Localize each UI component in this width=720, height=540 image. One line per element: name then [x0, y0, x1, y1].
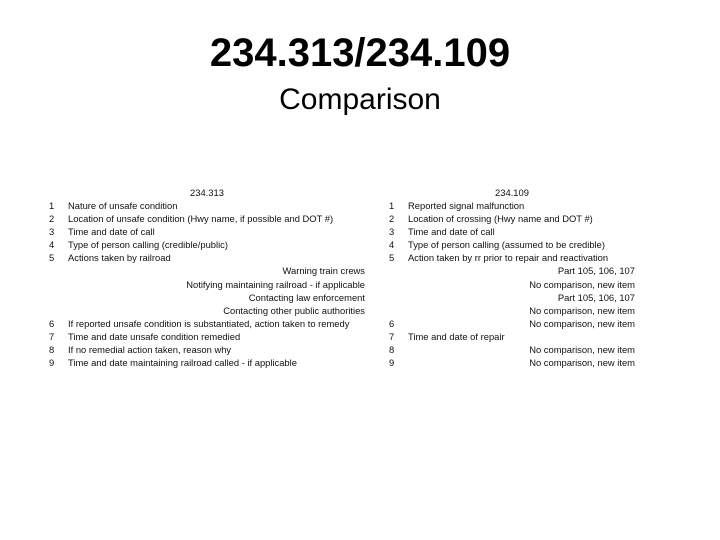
- row-number: 5: [389, 252, 395, 264]
- table-row: [389, 212, 635, 225]
- row-number: 9: [389, 357, 395, 369]
- row-number: 1: [389, 200, 395, 211]
- table-row: [49, 330, 365, 343]
- comparison-table-234-109: [389, 186, 635, 369]
- row-note: No comparison, new item: [529, 317, 635, 329]
- row-number: 4: [389, 239, 395, 251]
- row-number: 2: [49, 213, 55, 225]
- row-text: Action taken by rr prior to repair and reactivation: [408, 252, 609, 264]
- row-text: Time and date maintaining railroad called - if applicable: [68, 357, 297, 369]
- table-row: [49, 264, 365, 277]
- row-number: 3: [49, 226, 55, 238]
- row-note: Contacting other public authorities: [223, 304, 365, 316]
- row-text: Time and date of call: [68, 226, 155, 238]
- row-text: Type of person calling (credible/public): [68, 239, 228, 251]
- row-text: Location of unsafe condition (Hwy name, if possible and DOT #): [68, 213, 334, 225]
- table-row: [389, 356, 635, 369]
- row-note: No comparison, new item: [529, 357, 635, 369]
- row-text: Location of crossing (Hwy name and DOT #): [408, 213, 593, 225]
- row-text: Type of person calling (assumed to be credible): [408, 239, 605, 251]
- table-row: [49, 291, 365, 304]
- table-header: 234.313: [190, 187, 224, 198]
- table-row: [389, 330, 635, 343]
- row-note: Warning train crews: [282, 265, 365, 277]
- row-text: If reported unsafe condition is substantiated, action taken to remedy: [68, 317, 350, 329]
- table-row: [49, 304, 365, 317]
- row-note: Notifying maintaining railroad - if applicable: [186, 278, 365, 290]
- table-rows: [49, 199, 365, 369]
- row-text: Reported signal malfunction: [408, 200, 525, 211]
- row-number: 2: [389, 213, 395, 225]
- row-text: Time and date of repair: [408, 330, 505, 342]
- slide-title: 234.313/234.109: [209, 31, 511, 75]
- row-note: No comparison, new item: [529, 304, 635, 316]
- table-row: [389, 264, 635, 277]
- row-note: Part 105, 106, 107: [557, 265, 635, 277]
- row-number: 7: [49, 330, 55, 342]
- row-number: 5: [49, 252, 55, 264]
- row-note: No comparison, new item: [529, 278, 635, 290]
- table-row: [49, 317, 365, 330]
- row-note: No comparison, new item: [529, 344, 635, 356]
- table-row: [389, 317, 635, 330]
- table-row: [389, 291, 635, 304]
- table-row: [389, 304, 635, 317]
- table-row: [49, 343, 365, 356]
- row-number: 9: [49, 357, 55, 369]
- comparison-table-234-313: [49, 186, 365, 369]
- row-number: 4: [49, 239, 55, 251]
- row-note: Contacting law enforcement: [248, 291, 365, 303]
- table-row: [389, 199, 635, 212]
- table-row: [49, 251, 365, 264]
- row-text: Nature of unsafe condition: [68, 200, 178, 211]
- row-text: If no remedial action taken, reason why: [68, 344, 232, 356]
- table-row: [49, 212, 365, 225]
- table-row: [389, 278, 635, 291]
- table-header: 234.109: [495, 187, 529, 198]
- table-row: [49, 225, 365, 238]
- table-row: [49, 356, 365, 369]
- row-text: Actions taken by railroad: [68, 252, 171, 264]
- table-row: [389, 238, 635, 251]
- row-number: 8: [389, 344, 395, 356]
- table-rows: [389, 199, 635, 369]
- row-number: 7: [389, 330, 395, 342]
- row-number: 8: [49, 344, 55, 356]
- slide-subtitle: Comparison: [279, 83, 441, 116]
- row-number: 6: [389, 317, 395, 329]
- row-note: Part 105, 106, 107: [557, 291, 635, 303]
- table-row: [49, 238, 365, 251]
- row-text: Time and date unsafe condition remedied: [68, 330, 241, 342]
- row-number: 6: [49, 317, 55, 329]
- table-row: [389, 251, 635, 264]
- row-number: 3: [389, 226, 395, 238]
- table-row: [389, 343, 635, 356]
- row-number: 1: [49, 200, 55, 211]
- table-row: [49, 278, 365, 291]
- table-row: [389, 225, 635, 238]
- table-row: [49, 199, 365, 212]
- row-text: Time and date of call: [408, 226, 495, 238]
